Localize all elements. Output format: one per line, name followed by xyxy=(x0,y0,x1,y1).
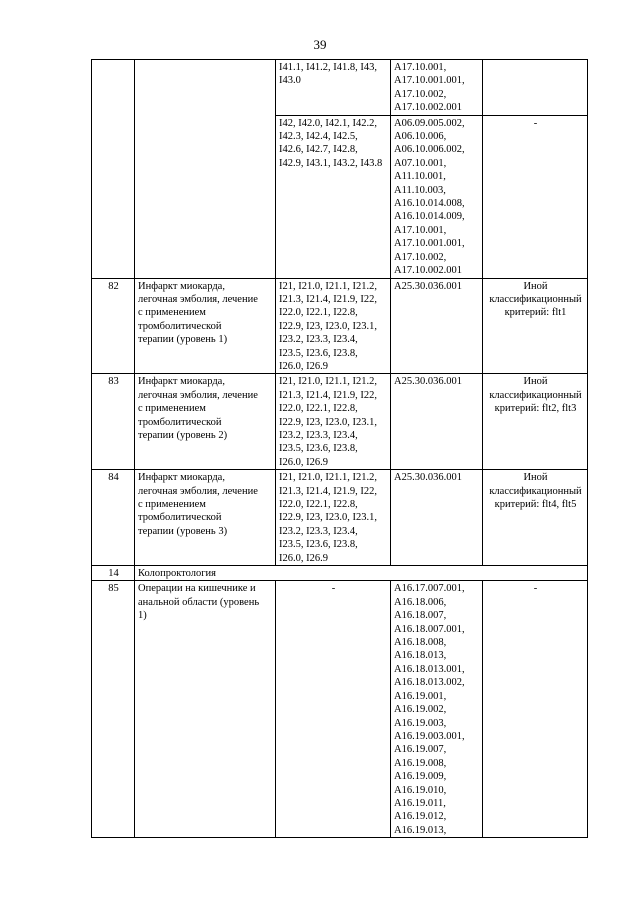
cell-num: 85 xyxy=(92,581,135,838)
cell-criterion: Иной классификационный критерий: flt4, flt5 xyxy=(483,470,588,566)
table-row xyxy=(92,470,588,566)
cell-codes: A17.10.001, A17.10.001.001, A17.10.002, A17.10.002.001 xyxy=(391,60,483,116)
cell-mkb: I21, I21.0, I21.1, I21.2, I21.3, I21.4, I21.9, I22, I22.0, I22.1, I22.8, I22.9, I23, I23.0, I23.1, I23.2, I23.3, I23.4, I23.5, I23.6, I23.8, I26.0, I26.9 xyxy=(276,278,391,374)
cell-mkb: I42, I42.0, I42.1, I42.2, I42.3, I42.4, I42.5, I42.6, I42.7, I42.8, I42.9, I43.1, I43.2, I43.8 xyxy=(276,115,391,278)
cell-mkb: I21, I21.0, I21.1, I21.2, I21.3, I21.4, I21.9, I22, I22.0, I22.1, I22.8, I22.9, I23, I23.0, I23.1, I23.2, I23.3, I23.4, I23.5, I23.6, I23.8, I26.0, I26.9 xyxy=(276,374,391,470)
cell-codes: A06.09.005.002, A06.10.006, A06.10.006.002, A07.10.001, A11.10.001, A11.10.003, A16.10.014.008, A16.10.014.009, A17.10.001, A17.10.001.001, A17.10.002, A17.10.002.001 xyxy=(391,115,483,278)
cell-num: 84 xyxy=(92,470,135,566)
cell-name xyxy=(135,60,276,279)
cell-name: Инфаркт миокарда, легочная эмболия, лечение с применением тромболитической терапии (уровень 2) xyxy=(135,374,276,470)
cell-criterion: Иной классификационный критерий: flt1 xyxy=(483,278,588,374)
section-title: Колопроктология xyxy=(135,566,588,581)
cell-num: 82 xyxy=(92,278,135,374)
cell-codes: A16.17.007.001, A16.18.006, A16.18.007, A16.18.007.001, A16.18.008, A16.18.013, A16.18.013.001, A16.18.013.002, A16.19.001, A16.19.002, A16.19.003, A16.19.003.001, A16.19.007, A16.19.008, A16.19.009, A16.19.010, A16.19.011, A16.19.012, A16.19.013, xyxy=(391,581,483,838)
cell-num: 83 xyxy=(92,374,135,470)
cell-mkb: I41.1, I41.2, I41.8, I43, I43.0 xyxy=(276,60,391,116)
section-number: 14 xyxy=(92,566,135,581)
table-row xyxy=(92,60,588,116)
cell-criterion xyxy=(483,60,588,116)
page-number: 39 xyxy=(313,37,327,52)
cell-name: Инфаркт миокарда, легочная эмболия, лечение с применением тромболитической терапии (уровень 1) xyxy=(135,278,276,374)
table-row xyxy=(92,278,588,374)
table-row xyxy=(92,581,588,838)
cell-mkb: - xyxy=(276,581,391,838)
cell-criterion: Иной классификационный критерий: flt2, flt3 xyxy=(483,374,588,470)
cell-mkb: I21, I21.0, I21.1, I21.2, I21.3, I21.4, I21.9, I22, I22.0, I22.1, I22.8, I22.9, I23, I23.0, I23.1, I23.2, I23.3, I23.4, I23.5, I23.6, I23.8, I26.0, I26.9 xyxy=(276,470,391,566)
section-row xyxy=(92,566,588,581)
cell-codes: A25.30.036.001 xyxy=(391,470,483,566)
classification-table xyxy=(91,59,588,838)
table-row xyxy=(92,374,588,470)
cell-criterion: - xyxy=(483,115,588,278)
cell-codes: A25.30.036.001 xyxy=(391,278,483,374)
cell-name: Инфаркт миокарда, легочная эмболия, лечение с применением тромболитической терапии (уровень 3) xyxy=(135,470,276,566)
cell-name: Операции на кишечнике и анальной области (уровень 1) xyxy=(135,581,276,838)
cell-codes: A25.30.036.001 xyxy=(391,374,483,470)
cell-num xyxy=(92,60,135,279)
cell-criterion: - xyxy=(483,581,588,838)
